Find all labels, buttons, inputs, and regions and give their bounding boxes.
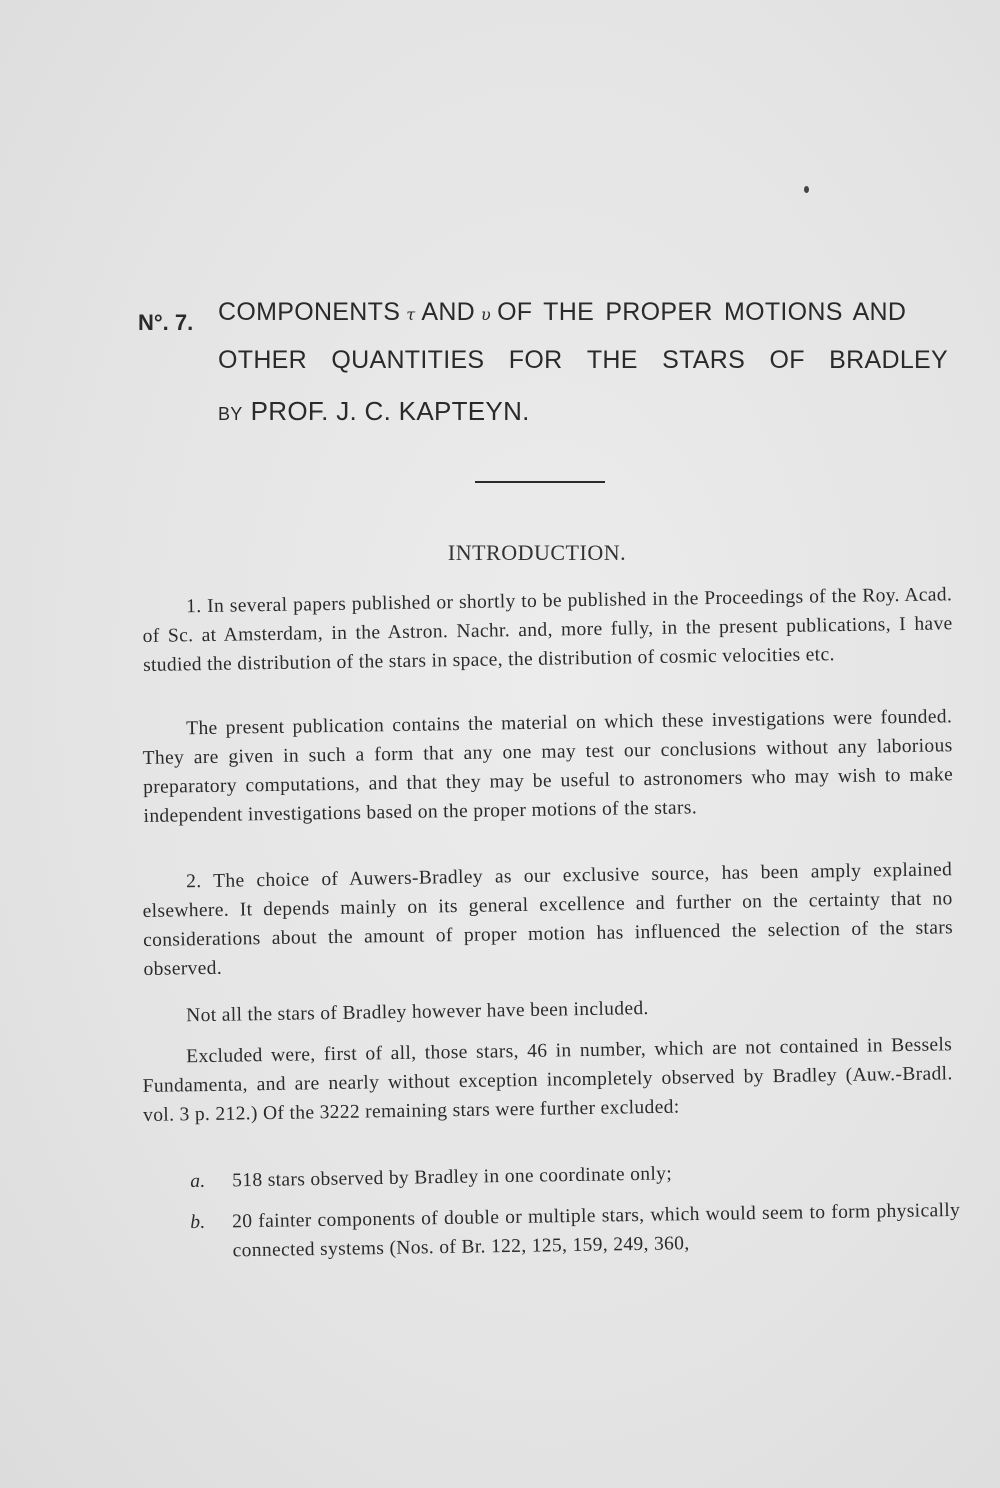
title-line-2 [218, 346, 948, 375]
paragraph-text: 2. The choice of Auwers-Bradley as our exclusive source, has been amply explained elsewhere. It depends mainly on its general excellence and further on the certainty that no considerations about the amount of proper motion has influenced the selection of the stars observed. [142, 859, 954, 980]
paragraph-1 [142, 580, 953, 680]
title-tau-symbol: τ [406, 305, 416, 324]
paragraph-4 [142, 989, 952, 1031]
paragraph-text: The present publication contains the material on which these investigations were founded. They are given in such a form that any one may test our conclusions without any laborious preparatory computations, and that they may be useful to astronomers who may wish to make independent investigations based on the proper motions of the stars. [142, 706, 954, 827]
title-word: QUANTITIES [331, 346, 485, 374]
list-item [190, 1196, 961, 1266]
title-word: THE [586, 346, 638, 374]
list-marker: a. [190, 1170, 206, 1192]
article-number: N°. 7. [138, 310, 194, 335]
title-line-3 [218, 396, 530, 427]
title-proper-motions: OF THE PROPER MOTIONS AND [497, 298, 907, 326]
list-marker: b. [190, 1211, 206, 1233]
list-item [190, 1155, 960, 1196]
title-word: BRADLEY [829, 346, 948, 374]
title-word: OF [769, 346, 805, 374]
author-name: PROF. J. C. KAPTEYN. [250, 396, 530, 426]
paragraph-3 [142, 855, 954, 984]
paragraph-2 [142, 702, 954, 831]
paragraph-5 [142, 1030, 953, 1130]
ink-speck [804, 186, 809, 193]
title-by: BY [218, 404, 243, 424]
paragraph-text: Excluded were, first of all, those stars, 46 in number, which are not contained in Bessels Fundamenta, and are nearly without exception incompletely observed by Bradley (Auw.-Bradl. vol. 3 p. 212.) Of the 3222 remaining stars were further excluded: [142, 1034, 953, 1126]
title-word: STARS [662, 346, 746, 374]
list-item-text: 518 stars observed by Bradley in one coordinate only; [232, 1163, 673, 1192]
paragraph-text: Not all the stars of Bradley however have been included. [186, 998, 649, 1027]
title-line-1 [218, 298, 906, 327]
paragraph-text: 1. In several papers published or shortly to be published in the Proceedings of the Roy. Acad. of Sc. at Amsterdam, in the Astron. Nachr. and, more fully, in the present publications, I have studied the distribution of the stars in space, the distribution of cosmic velocities etc. [142, 584, 953, 676]
title-and: AND [421, 298, 476, 326]
section-heading: INTRODUCTION. [447, 540, 627, 565]
title-word: FOR [508, 346, 563, 374]
list-item-text: 20 fainter components of double or multiple stars, which would seem to form physically connected systems (Nos. of Br. 122, 125, 159, 249, 360, [232, 1199, 961, 1262]
title-divider [475, 481, 605, 483]
title-word: OTHER [218, 346, 307, 374]
title-components: COMPONENTS [218, 298, 401, 326]
title-upsilon-symbol: υ [481, 305, 492, 324]
